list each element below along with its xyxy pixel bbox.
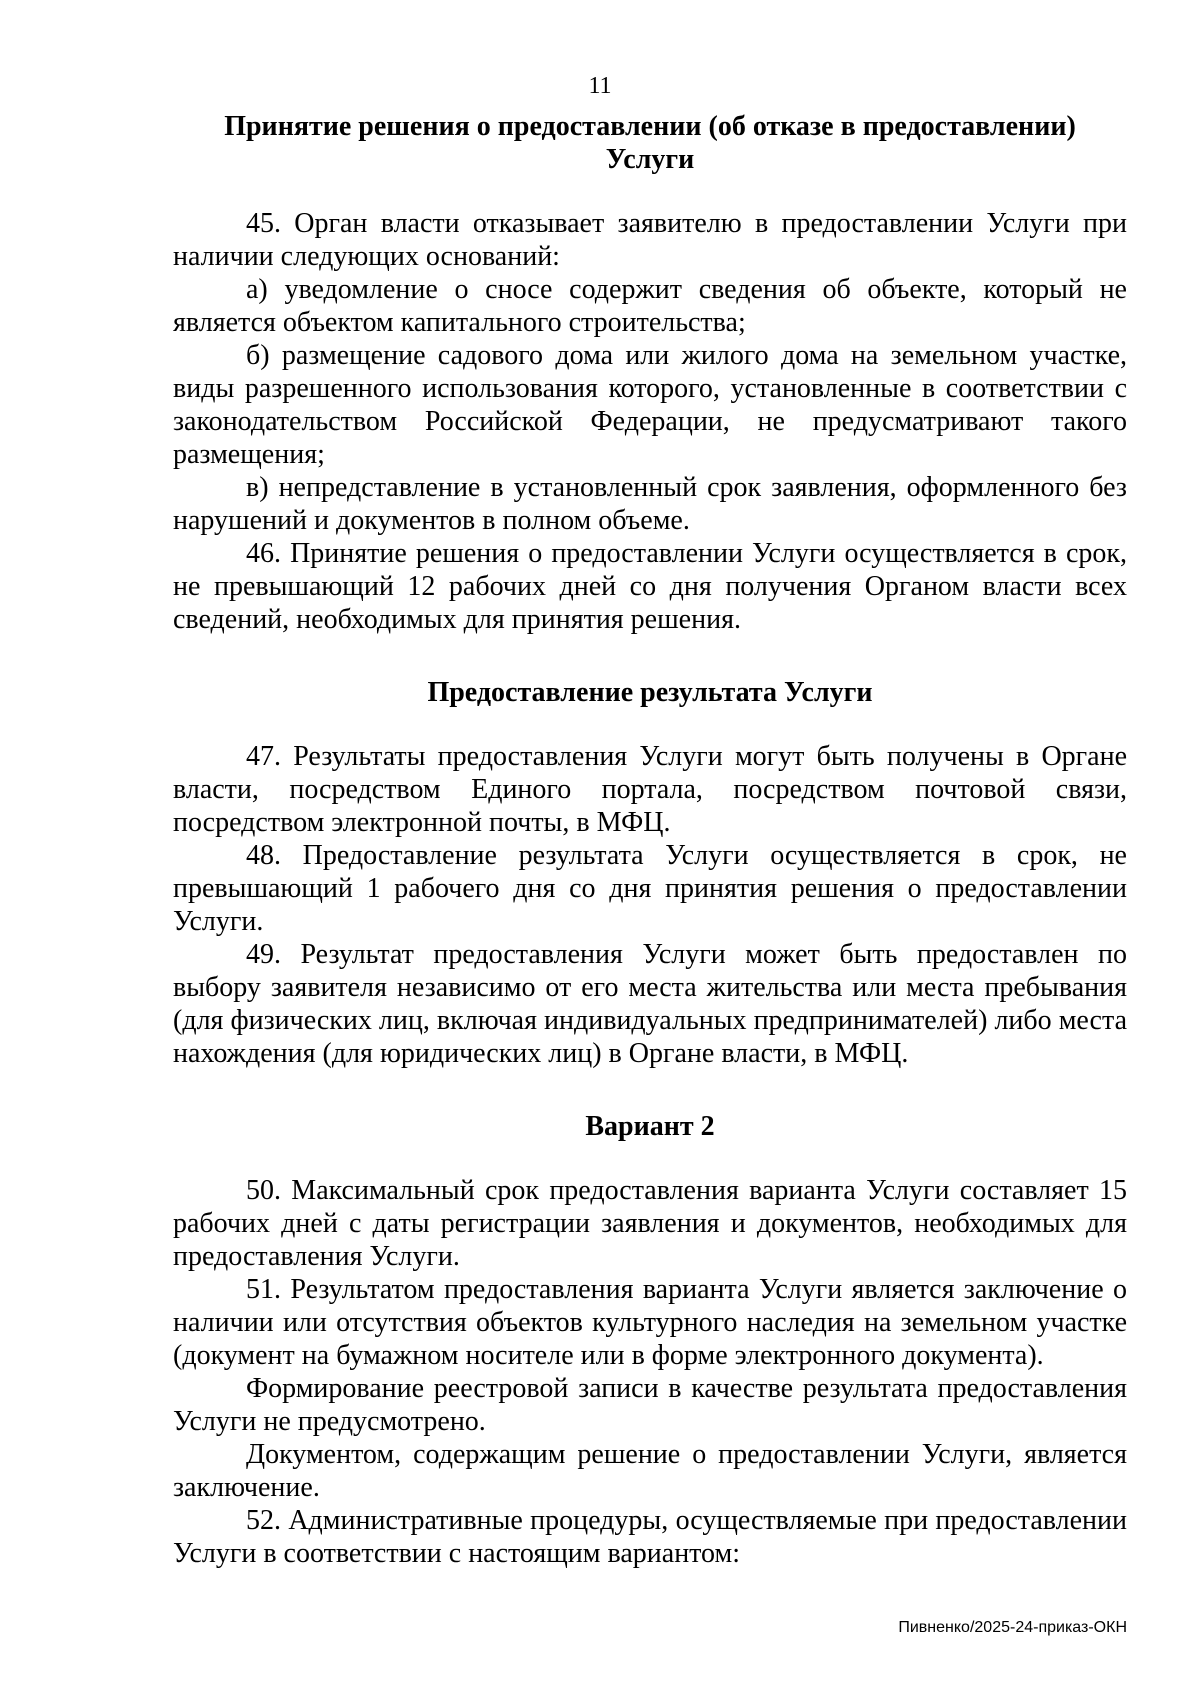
paragraph-45: 45. Орган власти отказывает заявителю в предоставлении Услуги при наличии следующих оснований: [173, 208, 1127, 272]
paragraph-51: 51. Результатом предоставления варианта Услуги является заключение о наличии или отсутствия объектов культурного наследия на земельном участке (документ на бумажном носителе или в форме электронного документа). [173, 1274, 1127, 1371]
paragraph-decision-document: Документом, содержащим решение о предоставлении Услуги, является заключение. [173, 1439, 1127, 1503]
paragraph-47: 47. Результаты предоставления Услуги могут быть получены в Органе власти, посредством Единого портала, посредством почтовой связи, посредством электронной почты, в МФЦ. [173, 741, 1127, 838]
paragraph-48: 48. Предоставление результата Услуги осуществляется в срок, не превышающий 1 рабочего дня со дня принятия решения о предоставлении Услуги. [173, 840, 1127, 937]
paragraph-registry-record: Формирование реестровой записи в качестве результата предоставления Услуги не предусмотрено. [173, 1373, 1127, 1437]
paragraph-49: 49. Результат предоставления Услуги может быть предоставлен по выбору заявителя независимо от его места жительства или места пребывания (для физических лиц, включая индивидуальных предпринимателей) либо места нахождения (для юридических лиц) в Органе власти, в МФЦ. [173, 939, 1127, 1069]
paragraph-45v: в) непредставление в установленный срок заявления, оформленного без нарушений и документов в полном объеме. [173, 472, 1127, 536]
section-heading-variant-2: Вариант 2 [585, 1111, 715, 1142]
section-heading-decision [173, 110, 1127, 176]
heading-line-1: Принятие решения о предоставлении (об отказе в предоставлении) [224, 111, 1076, 142]
section-heading-result: Предоставление результата Услуги [427, 677, 873, 708]
paragraph-45b: б) размещение садового дома или жилого дома на земельном участке, виды разрешенного использования которого, установленные в соответствии с законодательством Российской Федерации, не предусматривают такого размещения; [173, 340, 1127, 470]
paragraph-52: 52. Административные процедуры, осуществляемые при предоставлении Услуги в соответствии с настоящим вариантом: [173, 1505, 1127, 1569]
paragraph-45a: а) уведомление о сносе содержит сведения об объекте, который не является объектом капитального строительства; [173, 274, 1127, 338]
paragraph-46: 46. Принятие решения о предоставлении Услуги осуществляется в срок, не превышающий 12 рабочих дней со дня получения Органом власти всех сведений, необходимых для принятия решения. [173, 538, 1127, 635]
paragraph-50: 50. Максимальный срок предоставления варианта Услуги составляет 15 рабочих дней с даты регистрации заявления и документов, необходимых для предоставления Услуги. [173, 1175, 1127, 1272]
document-footer-code: Пивненко/2025-24-приказ-ОКН [898, 1619, 1127, 1636]
heading-line-2: Услуги [605, 144, 695, 175]
page-number: 11 [588, 73, 612, 99]
document-body [173, 110, 1127, 1570]
